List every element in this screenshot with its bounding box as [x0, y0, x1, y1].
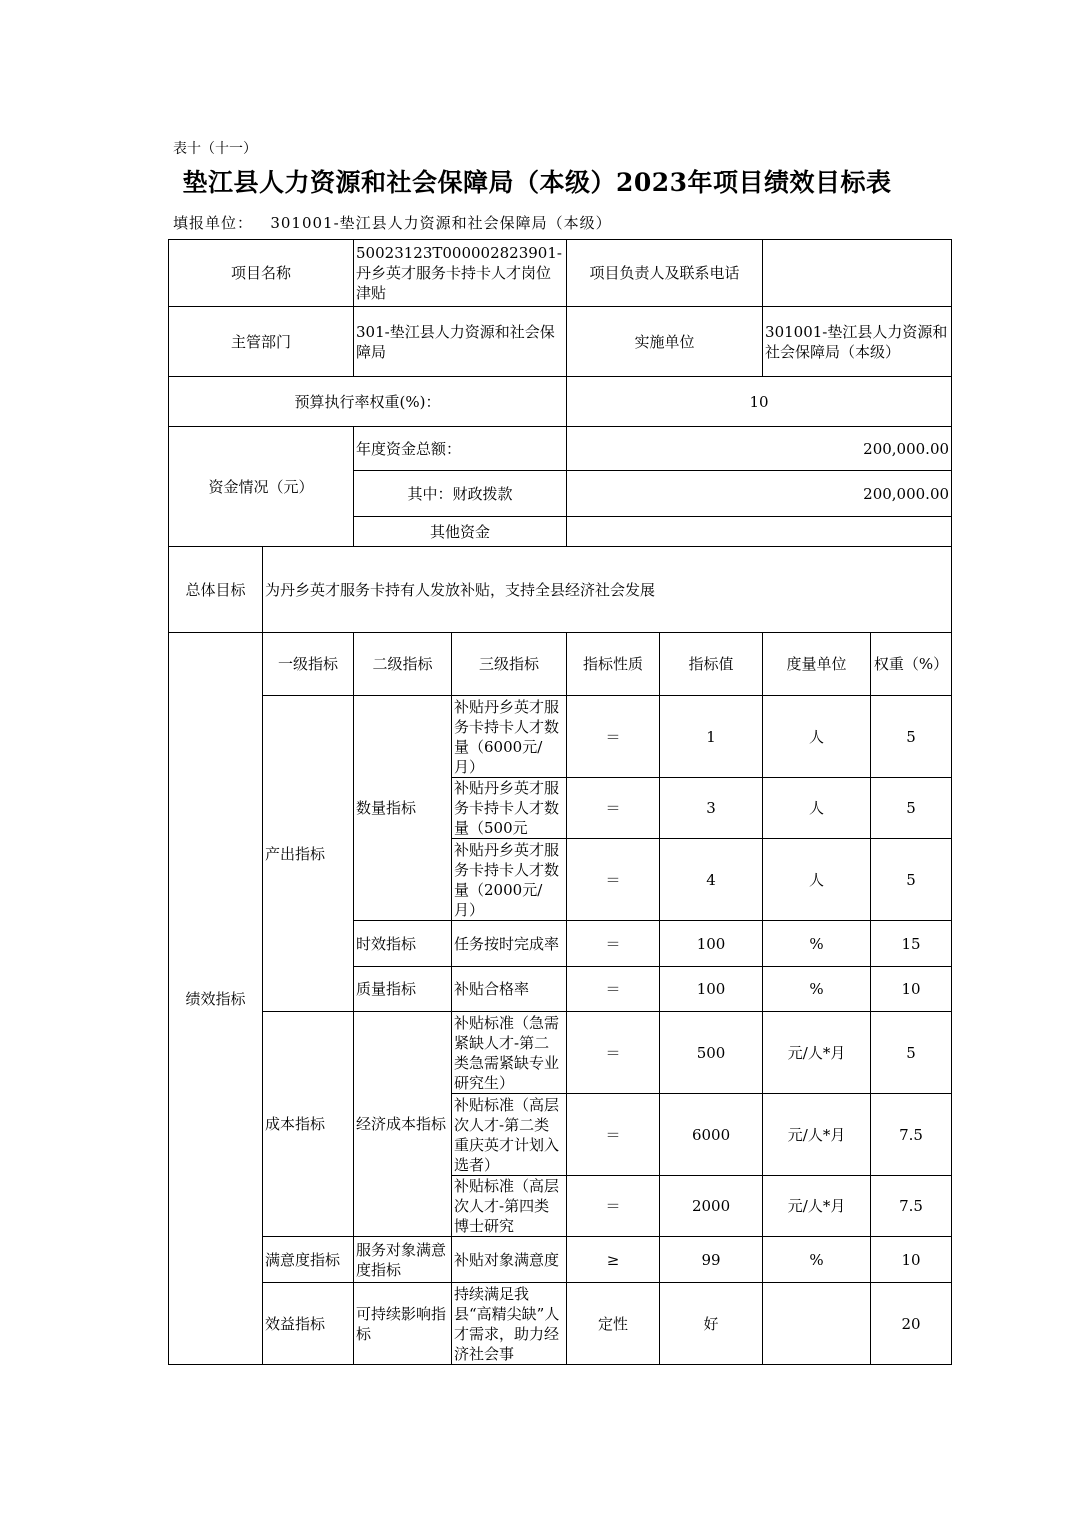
l2-sustainable: 可持续影响指标: [354, 1283, 452, 1365]
l3-indicator: 补贴标准（高层次人才-第二类重庆英才计划入选者）: [452, 1094, 567, 1176]
col-header-nature: 指标性质: [567, 633, 660, 696]
overall-goal-label: 总体目标: [169, 547, 263, 633]
budget-weight-value: 10: [567, 377, 952, 427]
measure-unit: %: [763, 967, 871, 1012]
l1-satisfaction: 满意度指标: [263, 1237, 354, 1283]
indicator-nature: ＝: [567, 967, 660, 1012]
col-header-weight: 权重（%）: [871, 633, 952, 696]
indicator-value: 100: [660, 921, 763, 967]
indicator-weight: 5: [871, 839, 952, 921]
l2-service-satisfaction: 服务对象满意度指标: [354, 1237, 452, 1283]
measure-unit: 元/人*月: [763, 1176, 871, 1237]
l3-indicator: 补贴标准（高层次人才-第四类博士研究: [452, 1176, 567, 1237]
l1-cost: 成本指标: [263, 1012, 354, 1237]
col-header-value: 指标值: [660, 633, 763, 696]
page-title: 垫江县人力资源和社会保障局（本级）2023年项目绩效目标表: [182, 168, 892, 197]
annual-total-value: 200,000.00: [567, 427, 952, 471]
indicator-nature: ＝: [567, 778, 660, 839]
col-header-l2: 二级指标: [354, 633, 452, 696]
measure-unit: 人: [763, 839, 871, 921]
indicator-weight: 7.5: [871, 1176, 952, 1237]
indicator-weight: 20: [871, 1283, 952, 1365]
indicator-weight: 5: [871, 696, 952, 778]
table-number: 表十（十一）: [173, 141, 257, 157]
annual-total-label: 年度资金总额：: [354, 427, 567, 471]
l1-output: 产出指标: [263, 696, 354, 1012]
l2-timeliness: 时效指标: [354, 921, 452, 967]
indicator-weight: 5: [871, 778, 952, 839]
col-header-l3: 三级指标: [452, 633, 567, 696]
indicator-weight: 10: [871, 967, 952, 1012]
measure-unit: [763, 1283, 871, 1365]
impl-unit-label: 实施单位: [567, 307, 763, 377]
indicator-weight: 7.5: [871, 1094, 952, 1176]
dept-label: 主管部门: [169, 307, 354, 377]
indicator-nature: ＝: [567, 1094, 660, 1176]
measure-unit: %: [763, 921, 871, 967]
contact-label: 项目负责人及联系电话: [567, 240, 763, 307]
measure-unit: %: [763, 1237, 871, 1283]
reporting-unit-value: 301001-垫江县人力资源和社会保障局（本级）: [270, 214, 612, 232]
project-name-value: 50023123T000002823901-丹乡英才服务卡持卡人才岗位津贴: [354, 240, 567, 307]
indicator-nature: 定性: [567, 1283, 660, 1365]
indicator-value: 500: [660, 1012, 763, 1094]
indicator-nature: ＝: [567, 1176, 660, 1237]
l3-indicator: 补贴合格率: [452, 967, 567, 1012]
indicator-value: 4: [660, 839, 763, 921]
other-funds-label: 其他资金: [354, 517, 567, 547]
dept-value: 301-垫江县人力资源和社会保障局: [354, 307, 567, 377]
indicator-value: 100: [660, 967, 763, 1012]
indicator-weight: 15: [871, 921, 952, 967]
indicator-value: 6000: [660, 1094, 763, 1176]
indicator-nature: ＝: [567, 696, 660, 778]
l3-indicator: 补贴丹乡英才服务卡持卡人才数量（500元: [452, 778, 567, 839]
performance-target-table: [168, 239, 952, 1365]
l3-indicator: 补贴丹乡英才服务卡持卡人才数量（6000元/月）: [452, 696, 567, 778]
measure-unit: 人: [763, 696, 871, 778]
overall-goal-value: 为丹乡英才服务卡持有人发放补贴，支持全县经济社会发展: [263, 547, 952, 633]
indicator-weight: 5: [871, 1012, 952, 1094]
indicator-nature: ≥: [567, 1237, 660, 1283]
col-header-unit: 度量单位: [763, 633, 871, 696]
measure-unit: 元/人*月: [763, 1012, 871, 1094]
indicator-weight: 10: [871, 1237, 952, 1283]
l3-indicator: 补贴丹乡英才服务卡持卡人才数量（2000元/月）: [452, 839, 567, 921]
l3-indicator: 补贴对象满意度: [452, 1237, 567, 1283]
indicator-value: 好: [660, 1283, 763, 1365]
l1-benefit: 效益指标: [263, 1283, 354, 1365]
contact-value: [763, 240, 952, 307]
fiscal-funds-value: 200,000.00: [567, 471, 952, 517]
indicator-value: 1: [660, 696, 763, 778]
indicator-nature: ＝: [567, 1012, 660, 1094]
budget-weight-label: 预算执行率权重(%)：: [169, 377, 567, 427]
l3-indicator: 持续满足我县“高精尖缺”人才需求，助力经济社会事: [452, 1283, 567, 1365]
l3-indicator: 补贴标准（急需紧缺人才-第二类急需紧缺专业研究生）: [452, 1012, 567, 1094]
reporting-unit-label: 填报单位：: [173, 214, 254, 232]
funds-label: 资金情况（元）: [169, 427, 354, 547]
other-funds-value: [567, 517, 952, 547]
l3-indicator: 任务按时完成率: [452, 921, 567, 967]
impl-unit-value: 301001-垫江县人力资源和社会保障局（本级）: [763, 307, 952, 377]
measure-unit: 元/人*月: [763, 1094, 871, 1176]
indicator-value: 3: [660, 778, 763, 839]
indicator-value: 99: [660, 1237, 763, 1283]
indicator-value: 2000: [660, 1176, 763, 1237]
reporting-unit: [173, 212, 612, 233]
col-header-l1: 一级指标: [263, 633, 354, 696]
l2-quality: 质量指标: [354, 967, 452, 1012]
indicator-nature: ＝: [567, 839, 660, 921]
l2-quantity: 数量指标: [354, 696, 452, 921]
indicator-nature: ＝: [567, 921, 660, 967]
fiscal-funds-label: 其中：财政拨款: [354, 471, 567, 517]
measure-unit: 人: [763, 778, 871, 839]
performance-section-label: 绩效指标: [169, 633, 263, 1365]
project-name-label: 项目名称: [169, 240, 354, 307]
l2-economic-cost: 经济成本指标: [354, 1012, 452, 1237]
